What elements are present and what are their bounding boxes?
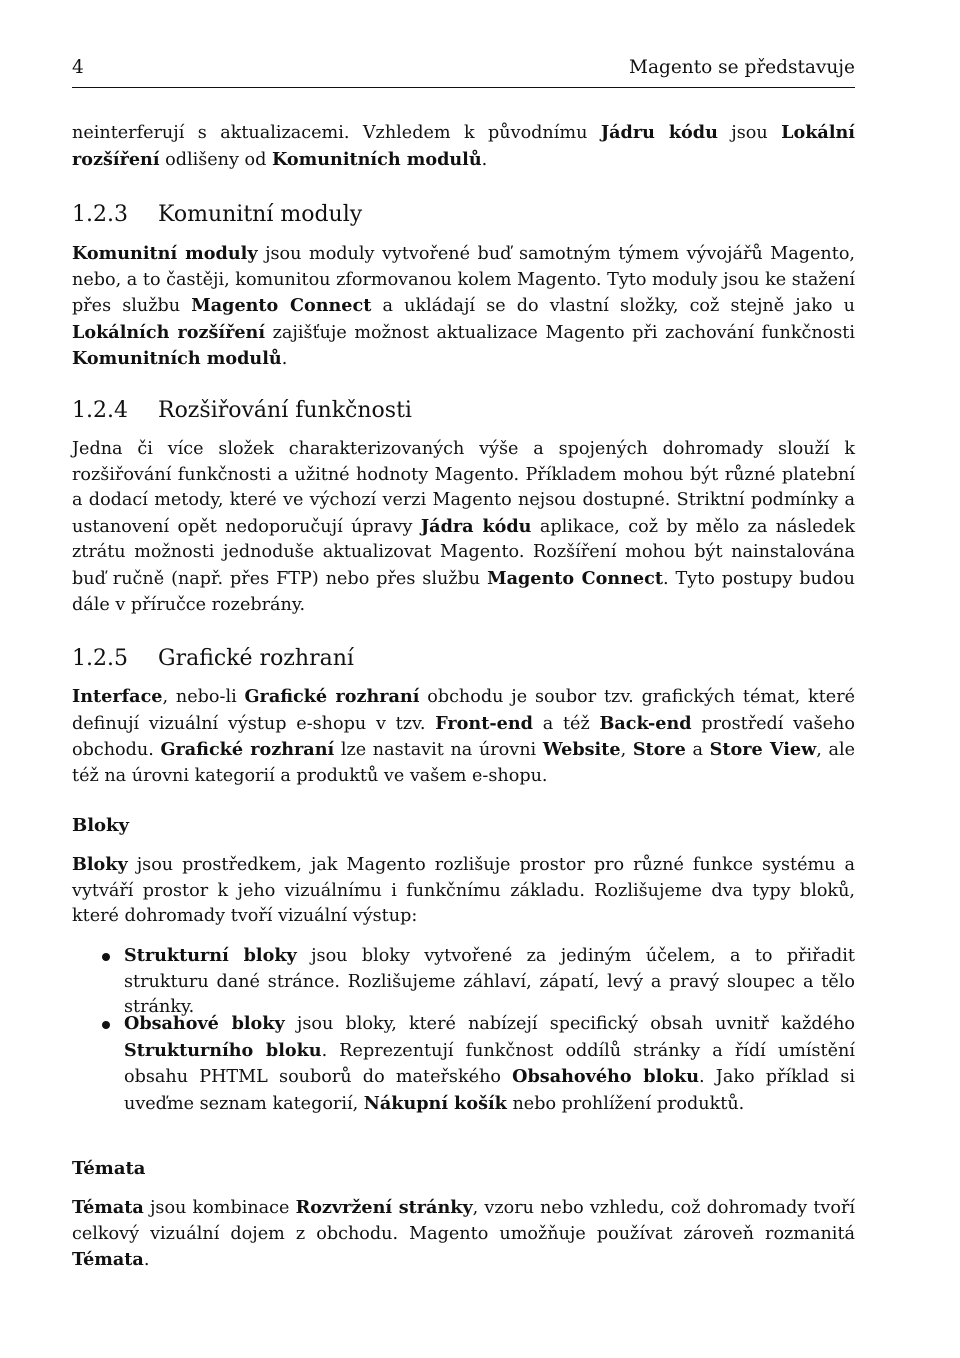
paragraph bbox=[72, 241, 855, 373]
text: , ale též na úrovni kategorií a produktů ve vašem e-shopu. bbox=[72, 740, 855, 786]
term: Obsahového bloku bbox=[512, 1066, 699, 1088]
term: Back-end bbox=[599, 712, 692, 734]
intro-block bbox=[72, 120, 855, 173]
term: Obsahové bloky bbox=[124, 1013, 285, 1034]
list-item-text bbox=[124, 943, 855, 1021]
term: Komunitní moduly bbox=[72, 243, 258, 264]
text: nebo prohlížení produktů. bbox=[506, 1093, 745, 1114]
text: aplikace, což by mělo za následek ztrátu možnosti jednoduše aktualizovat Magento. Rozšíření mohou být nainstalována buď ručně (např. přes FTP) nebo přes službu bbox=[72, 516, 855, 589]
text: a ukládají se do vlastní složky, což stejně jako u bbox=[371, 296, 855, 317]
text: , bbox=[620, 740, 633, 761]
text: jsou bbox=[717, 123, 782, 143]
intro-paragraph bbox=[72, 120, 855, 173]
section-number: 1.2.3 bbox=[72, 202, 128, 227]
section-1-2-5-body bbox=[72, 684, 855, 789]
term: Front-end bbox=[435, 712, 533, 734]
bullet-icon bbox=[102, 953, 110, 961]
text: . bbox=[143, 1250, 150, 1271]
paragraph bbox=[72, 1195, 855, 1274]
term: Strukturní bloky bbox=[124, 945, 297, 966]
section-heading-1-2-4 bbox=[72, 398, 412, 424]
section-title: Grafické rozhraní bbox=[158, 646, 354, 671]
term: Rozvržení stránky bbox=[295, 1197, 473, 1218]
term: Grafické rozhraní bbox=[160, 739, 335, 761]
term: Magento Connect bbox=[191, 295, 372, 317]
text: obchodu je soubor tzv. grafických témat, které definují vizuální výstup e-shopu v tzv. bbox=[72, 687, 856, 734]
list-item-text bbox=[124, 1011, 855, 1117]
text: a bbox=[685, 740, 710, 761]
text: . bbox=[481, 149, 488, 170]
term: Magento Connect bbox=[487, 567, 663, 589]
term: Témata bbox=[72, 1197, 144, 1218]
text: jsou bloky vytvořené za jediným účelem, a to přiřadit strukturu dané stránce. Rozlišujeme záhlaví, zápatí, levý a pravý sloupec a tělo stránky. bbox=[124, 946, 855, 1018]
section-heading-1-2-5 bbox=[72, 646, 354, 672]
text: , nebo-li bbox=[162, 687, 245, 707]
text: neinterferují s aktualizacemi. Vzhledem k původnímu bbox=[72, 123, 601, 143]
text: odlišeny od bbox=[159, 149, 272, 170]
subheading-temata: Témata bbox=[72, 1158, 146, 1179]
term: Store bbox=[632, 739, 686, 761]
term: Témata bbox=[72, 1249, 144, 1271]
term: Komunitních modulů bbox=[271, 148, 482, 170]
text: . Reprezentují funkčnost oddílů stránky a řídí umístění obsahu PHTML souborů do mateřského bbox=[124, 1040, 855, 1088]
text: . Tyto postupy budou dále v příručce rozebrány. bbox=[72, 568, 855, 615]
term: Nákupní košík bbox=[363, 1092, 507, 1114]
section-1-2-4-body bbox=[72, 437, 855, 618]
section-number: 1.2.4 bbox=[72, 398, 128, 423]
text: zajišťuje možnost aktualizace Magento při zachování funkčnosti bbox=[265, 322, 855, 343]
term: Jádru kódu bbox=[600, 122, 718, 143]
section-title: Rozšiřování funkčnosti bbox=[158, 398, 412, 423]
text: jsou bloky, které nabízejí specifický obsah uvnitř každého bbox=[284, 1014, 856, 1034]
term: Komunitních modulů bbox=[72, 348, 282, 370]
section-number: 1.2.5 bbox=[72, 646, 128, 671]
page-number: 4 bbox=[72, 57, 84, 78]
header-rule bbox=[72, 87, 855, 88]
running-title: Magento se představuje bbox=[629, 57, 855, 78]
list-item bbox=[72, 943, 855, 1021]
text: jsou prostředkem, jak Magento rozlišuje prostor pro různé funkce systému a vytváří prostor k jeho vizuálnímu i funkčnímu základu. Rozlišujeme dva typy bloků, které dohromady tvoří vizuální výstup: bbox=[72, 855, 855, 927]
term: Store View bbox=[709, 739, 817, 761]
text: prostředí vašeho obchodu. bbox=[72, 713, 855, 761]
term: Interface bbox=[72, 686, 163, 707]
text: , vzoru nebo vzhledu, což dohromady tvoří celkový vizuální dojem z obchodu. Magento umožňuje používat zároveň rozmanitá bbox=[72, 1198, 855, 1244]
paragraph bbox=[72, 684, 855, 789]
text: . bbox=[281, 349, 288, 370]
text: lze nastavit na úrovni bbox=[334, 740, 543, 761]
bloky-body bbox=[72, 852, 855, 930]
term: Jádra kódu bbox=[420, 515, 532, 537]
subheading-bloky: Bloky bbox=[72, 815, 129, 836]
text: a též bbox=[532, 713, 600, 734]
section-title: Komunitní moduly bbox=[158, 202, 363, 227]
term: Lokálních rozšíření bbox=[72, 321, 266, 343]
term: Strukturního bloku bbox=[124, 1039, 322, 1061]
bullet-icon bbox=[102, 1021, 110, 1029]
text: Jedna či více složek charakterizovaných výše a spojených dohromady slouží k rozšiřování funkčnosti a užitné hodnoty Magento. Příkladem mohou být různé platební a dodací metody, které ve výchozí verzi Magento nejsou dostupné. Striktní podmínky a ustanovení opět nedoporučují úpravy bbox=[72, 439, 855, 537]
page-header bbox=[72, 57, 855, 79]
paragraph bbox=[72, 852, 855, 930]
list-item bbox=[72, 1011, 855, 1117]
term: Grafické rozhraní bbox=[244, 686, 420, 707]
term: Bloky bbox=[72, 854, 128, 875]
text: . Jako příklad si uveďme seznam kategorií, bbox=[124, 1067, 855, 1114]
term: Lokální rozšíření bbox=[72, 122, 855, 170]
temata-body bbox=[72, 1195, 855, 1274]
text: jsou moduly vytvořené buď samotným týmem vývojářů Magento, nebo, a to častěji, komunitou zformovanou kolem Magento. Tyto moduly jsou ke stažení přes službu bbox=[72, 244, 855, 317]
text: jsou kombinace bbox=[143, 1198, 296, 1218]
section-heading-1-2-3 bbox=[72, 202, 362, 228]
term: Website bbox=[542, 739, 621, 761]
paragraph bbox=[72, 437, 855, 618]
section-1-2-3-body bbox=[72, 241, 855, 373]
